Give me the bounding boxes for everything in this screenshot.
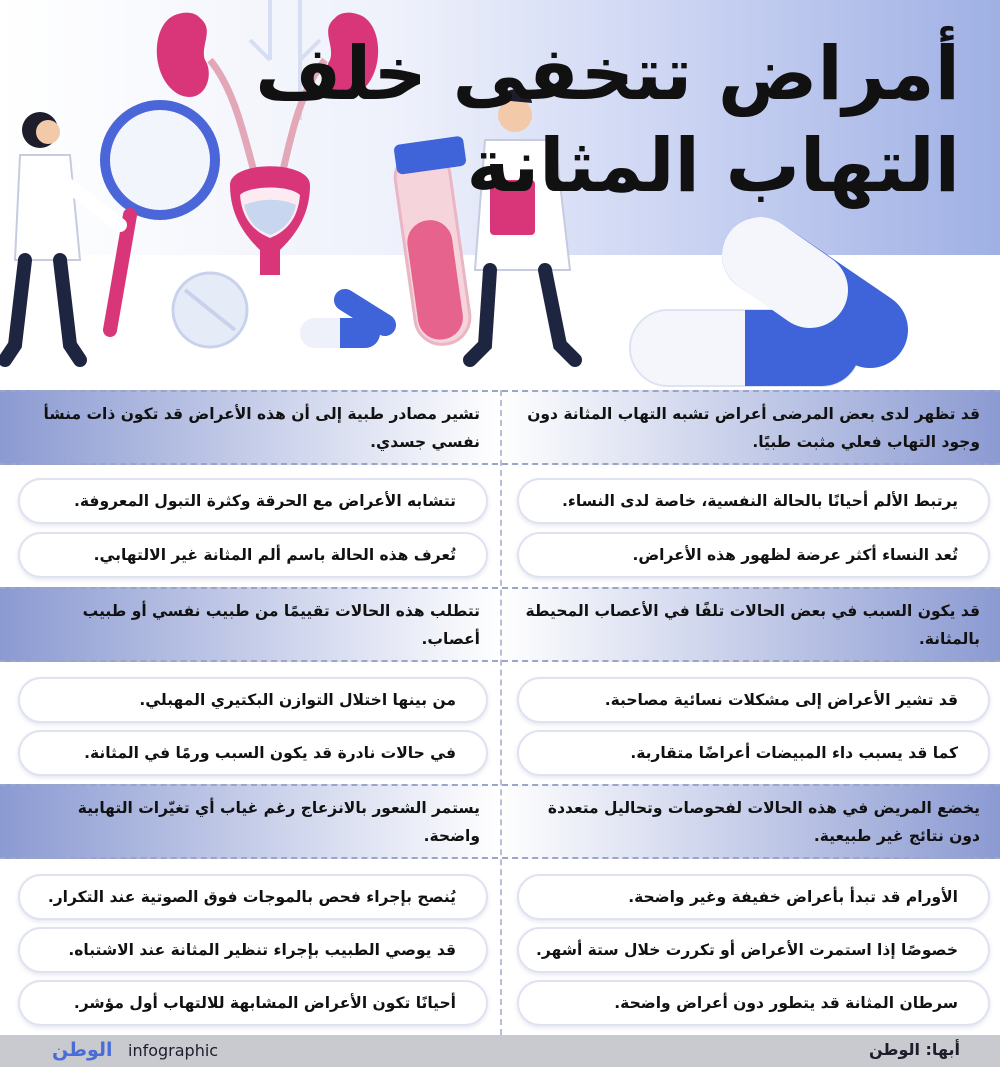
- fact-left-6: في حالات نادرة قد يكون السبب ورمًا في المثانة.: [18, 730, 488, 776]
- fact-left-4: تتطلب هذه الحالات تقييمًا من طبيب نفسي أو طبيب أعصاب.: [82, 601, 480, 648]
- small-capsule-icon: [300, 300, 385, 348]
- fact-right-4: قد يكون السبب في بعض الحالات تلفًا في الأعصاب المحيطة بالمثانة.: [525, 601, 980, 648]
- fact-right-3: تُعد النساء أكثر عرضة لظهور هذه الأعراض.: [517, 532, 990, 578]
- fact-left-10: أحيانًا تكون الأعراض المشابهة للالتهاب أول مؤشر.: [18, 980, 488, 1026]
- page-title: [255, 28, 960, 212]
- fact-left-5: من بينها اختلال التوازن البكتيري المهبلي.: [18, 677, 488, 723]
- fact-left-2: تتشابه الأعراض مع الحرقة وكثرة التبول المعروفة.: [18, 478, 488, 524]
- infographic-label: infographic: [128, 1041, 219, 1060]
- title-line-2: التهاب المثانة: [466, 123, 960, 209]
- fact-right-6: كما قد يسبب داء المبيضات أعراضًا متقاربة.: [517, 730, 990, 776]
- fact-left-1: تشير مصادر طبية إلى أن هذه الأعراض قد تكون ذات منشأ نفسي جسدي.: [43, 404, 480, 451]
- facts-grid: [0, 390, 1000, 1035]
- fact-right-2: يرتبط الألم أحيانًا بالحالة النفسية، خاصة لدى النساء.: [517, 478, 990, 524]
- kidney-left-icon: [157, 13, 209, 97]
- round-pill-icon: [173, 273, 247, 347]
- source-credit: أبها: الوطن: [868, 1040, 960, 1059]
- footer-bar: [0, 1035, 1000, 1067]
- title-line-1: أمراض تتخفى خلف: [255, 31, 960, 117]
- bladder-icon: [230, 166, 310, 275]
- column-divider: [500, 390, 502, 1035]
- fact-right-5: قد تشير الأعراض إلى مشكلات نسائية مصاحبة.: [517, 677, 990, 723]
- fact-right-9: خصوصًا إذا استمرت الأعراض أو تكررت خلال ستة أشهر.: [517, 927, 990, 973]
- fact-left-3: تُعرف هذه الحالة باسم ألم المثانة غير الالتهابي.: [18, 532, 488, 578]
- fact-right-8: الأورام قد تبدأ بأعراض خفيفة وغير واضحة.: [517, 874, 990, 920]
- fact-left-7: يستمر الشعور بالانزعاج رغم غياب أي تغيّرات التهابية واضحة.: [77, 798, 480, 845]
- large-capsule-icon: [630, 255, 870, 386]
- header-banner: [0, 0, 1000, 390]
- fact-left-8: يُنصح بإجراء فحص بالموجات فوق الصوتية عند التكرار.: [18, 874, 488, 920]
- fact-right-10: سرطان المثانة قد يتطور دون أعراض واضحة.: [517, 980, 990, 1026]
- fact-right-7: يخضع المريض في هذه الحالات لفحوصات وتحاليل متعددة دون نتائج غير طبيعية.: [547, 798, 980, 845]
- fact-left-9: قد يوصي الطبيب بإجراء تنظير المثانة عند الاشتباه.: [18, 927, 488, 973]
- alwatan-logo: الوطن: [52, 1039, 113, 1061]
- fact-right-1: قد تظهر لدى بعض المرضى أعراض تشبه التهاب المثانة دون وجود التهاب فعلي مثبت طبيًا.: [527, 404, 980, 451]
